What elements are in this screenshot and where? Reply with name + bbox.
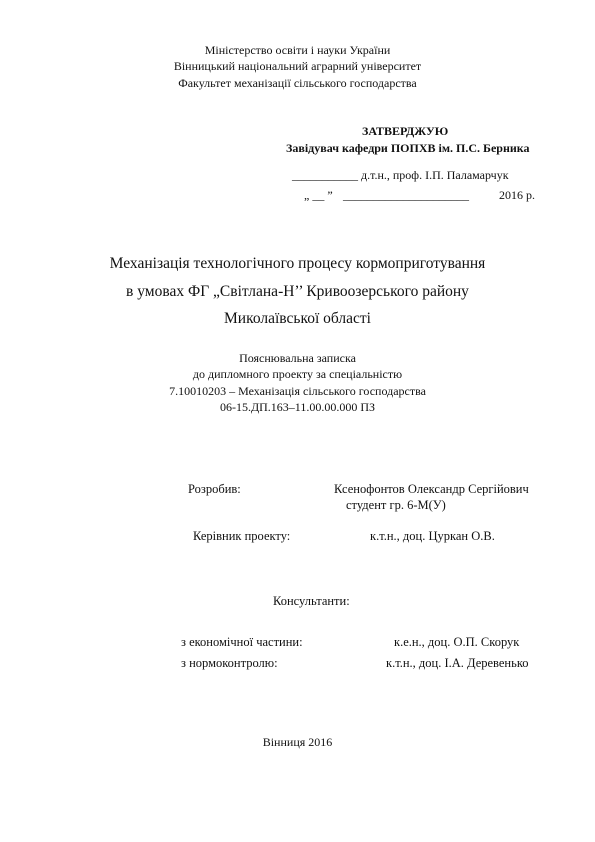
norm-label: з нормоконтролю: [181,656,278,670]
title-line-2: в умовах ФГ „Світлана-Н’’ Кривоозерського району [126,283,469,300]
approval-date-open: „ __ ” [304,188,333,202]
norm-name: к.т.н., доц. І.А. Деревенько [386,656,529,670]
doc-purpose: до дипломного проекту за спеціальністю [192,367,403,381]
developed-group: студент гр. 6-М(У) [346,498,446,512]
title-line-1: Механізація технологічного процесу кормоприготування [109,255,486,272]
city-year: Вінниця 2016 [262,735,333,749]
approval-position: Завідувач кафедри ПОПХВ ім. П.С. Берника [286,141,530,155]
developed-label: Розробив: [188,482,241,496]
supervisor-label: Керівник проекту: [193,529,291,543]
econ-label: з економічної частини: [181,635,303,649]
ministry-line: Міністерство освіти і науки України [204,43,391,57]
doc-type: Пояснювальна записка [239,351,356,365]
title-line-3: Миколаївської області [224,310,371,327]
developed-name: Ксенофонтов Олександр Сергійович [334,482,529,496]
econ-name: к.е.н., доц. О.П. Скорук [394,635,520,649]
doc-specialty: 7.10010203 – Механізація сільського господарства [169,384,426,398]
consultants-heading: Консультанти: [273,594,350,608]
approval-date-blank: _____________________ [343,188,469,202]
approval-title: ЗАТВЕРДЖУЮ [362,124,449,138]
approval-date-year: 2016 р. [499,188,535,202]
supervisor-name: к.т.н., доц. Цуркан О.В. [370,529,495,543]
doc-code: 06-15.ДП.163–11.00.00.000 ПЗ [219,400,376,414]
university-line: Вінницький національний аграрний університет [173,59,422,73]
approval-signer: ___________ д.т.н., проф. І.П. Паламарчук [292,168,509,182]
faculty-line: Факультет механізації сільського господарства [178,76,417,90]
